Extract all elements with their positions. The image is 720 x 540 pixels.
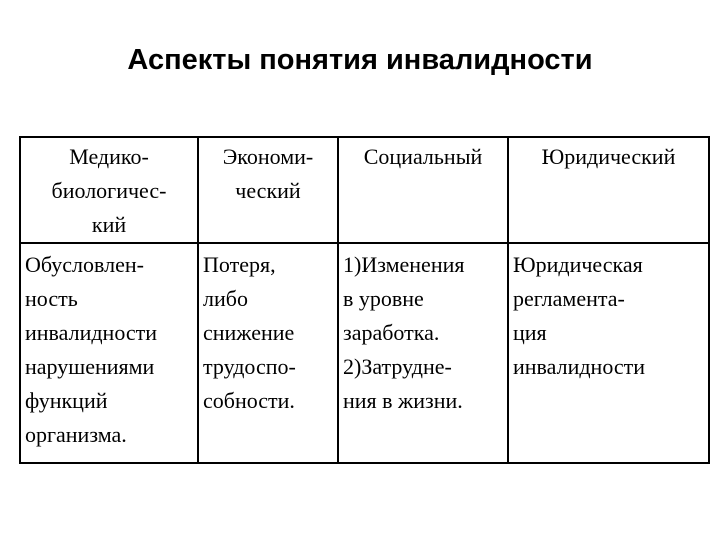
table-row bbox=[20, 243, 709, 463]
cell-line: либо bbox=[203, 286, 248, 311]
cell-line: снижение bbox=[203, 320, 295, 345]
cell-line: собности. bbox=[203, 388, 295, 413]
header-legal bbox=[508, 137, 709, 243]
cell-line: инвалидности bbox=[25, 320, 158, 345]
header-line: Юридический bbox=[541, 144, 676, 169]
header-line: биологичес- bbox=[51, 178, 167, 203]
cell-line: нарушениями bbox=[25, 354, 155, 379]
cell-line: ния в жизни. bbox=[343, 388, 463, 413]
cell-economic bbox=[198, 243, 338, 463]
header-line: Медико- bbox=[69, 144, 149, 169]
table-header-row bbox=[20, 137, 709, 243]
cell-line: организма. bbox=[25, 422, 127, 447]
cell-social bbox=[338, 243, 508, 463]
cell-line: Юридическая bbox=[513, 252, 643, 277]
aspects-table bbox=[19, 136, 710, 464]
header-line: Социальный bbox=[363, 144, 483, 169]
cell-line: в уровне bbox=[343, 286, 424, 311]
header-line: кий bbox=[91, 212, 127, 237]
header-social bbox=[338, 137, 508, 243]
cell-line: регламента- bbox=[513, 286, 625, 311]
header-line: Экономи- bbox=[222, 144, 314, 169]
cell-line: ность bbox=[25, 286, 78, 311]
cell-line: трудоспо- bbox=[203, 354, 296, 379]
header-medico-biological bbox=[20, 137, 198, 243]
cell-line: Обусловлен- bbox=[25, 252, 144, 277]
cell-line: ция bbox=[513, 320, 547, 345]
header-economic bbox=[198, 137, 338, 243]
cell-line: 1)Изменения bbox=[343, 252, 465, 277]
cell-line: 2)Затрудне- bbox=[343, 354, 452, 379]
cell-medico-biological bbox=[20, 243, 198, 463]
header-line: ческий bbox=[235, 178, 301, 203]
cell-line: функций bbox=[25, 388, 108, 413]
cell-legal bbox=[508, 243, 709, 463]
cell-line: инвалидности bbox=[513, 354, 646, 379]
cell-line: заработка. bbox=[343, 320, 440, 345]
slide-title: Аспекты понятия инвалидности bbox=[127, 44, 593, 76]
cell-line: Потеря, bbox=[203, 252, 276, 277]
